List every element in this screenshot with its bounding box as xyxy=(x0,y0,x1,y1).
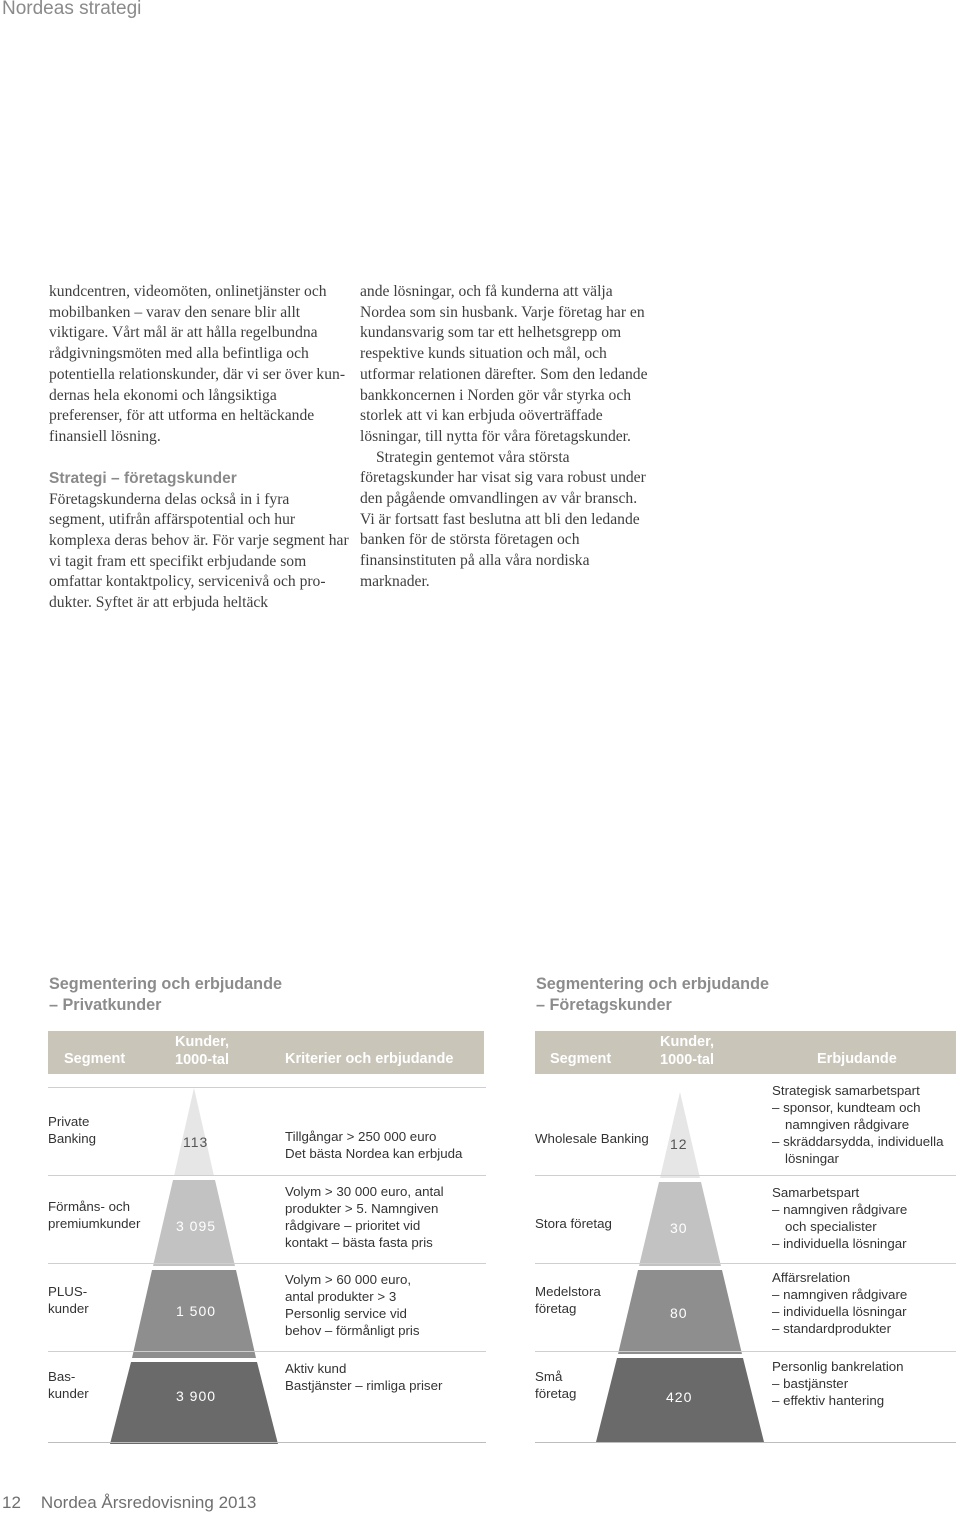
header-segment: Segment xyxy=(550,1051,612,1067)
header-customers: Kunder, 1000-tal xyxy=(175,1034,230,1068)
private-table-header xyxy=(48,1031,484,1074)
body-paragraph: kundcentren, videomöten, onlinetjänster och mobilbanken – varav den senare blir allt viktigare. Vårt mål är att hålla regelbundna rådgivningsmöten med alla befintliga och potentiella relationskunder, där vi ser över kundernas hela ekonomi och långsiktiga preferenser, för att utforma en heltäckande finansiell lösning. xyxy=(49,283,346,445)
corporate-segment-2: Stora företag xyxy=(535,1216,612,1231)
row-divider xyxy=(535,1175,956,1176)
page-footer xyxy=(2,1493,256,1513)
pyramid-tier-1 xyxy=(660,1092,700,1178)
corporate-customers-2: 30 xyxy=(670,1220,688,1236)
pyramid-tier-1 xyxy=(174,1088,214,1176)
private-criteria-4: Aktiv kund Bastjänster – rimliga priser xyxy=(285,1361,443,1393)
header-criteria: Kriterier och erbjudande xyxy=(285,1051,454,1067)
corporate-segment-4: Små företag xyxy=(535,1369,577,1401)
row-divider xyxy=(48,1351,486,1352)
corporate-table-title: Segmentering och erbjudande – Företagskunder xyxy=(536,975,769,1014)
body-column-right xyxy=(360,282,652,593)
section-heading: Strategi – företagskunder xyxy=(49,469,237,487)
private-segment-3: PLUS- kunder xyxy=(48,1284,89,1316)
corporate-segment-1: Wholesale Banking xyxy=(535,1131,649,1146)
corporate-segment-3: Medelstora företag xyxy=(535,1284,601,1316)
private-criteria-1: Tillgångar > 250 000 euro Det bästa Nordea kan erbjuda xyxy=(285,1129,463,1161)
table-bottom-rule xyxy=(535,1442,956,1443)
private-criteria-2: Volym > 30 000 euro, antal produkter > 5. Namngiven rådgivare – prioritet vid kontakt – bästa fasta pris xyxy=(285,1184,444,1250)
private-table-title: Segmentering och erbjudande – Privatkunder xyxy=(49,975,282,1014)
body-paragraph: Företagskunderna delas också in i fyra segment, utifrån affärspotential och hur komplexa deras behov är. För varje segment har vi tagit fram ett specifikt erbjudande som omfattar kontaktpolicy, servicenivå och produkter. Syftet är att erbjuda heltäck xyxy=(49,490,349,612)
row-divider xyxy=(535,1263,956,1264)
corporate-customers-4: 420 xyxy=(666,1389,693,1405)
body-column-left xyxy=(49,282,349,614)
row-divider xyxy=(48,1175,486,1176)
private-customers-4: 3 900 xyxy=(176,1388,217,1404)
corporate-customers-1: 12 xyxy=(670,1136,688,1152)
private-segment-1: Private Banking xyxy=(48,1114,97,1146)
page-header-title: Nordeas strategi xyxy=(2,0,142,19)
private-customers-3: 1 500 xyxy=(176,1303,217,1319)
private-criteria-3: Volym > 60 000 euro, antal produkter > 3 Personlig service vid behov – förmånligt pris xyxy=(285,1272,420,1338)
corporate-offering-1: Strategisk samarbetspart – sponsor, kundteam och namngiven rådgivare – skräddarsydda, individuella lösningar xyxy=(772,1083,944,1166)
publication-title: Nordea Årsredovisning 2013 xyxy=(40,1493,257,1512)
corporate-offering-2: Samarbetspart – namngiven rådgivare och specialister – individuella lösningar xyxy=(772,1185,908,1251)
row-divider xyxy=(48,1087,486,1088)
header-customers: Kunder, 1000-tal xyxy=(660,1034,715,1068)
row-divider xyxy=(48,1263,486,1264)
row-divider xyxy=(535,1351,956,1352)
body-paragraph: Strategin gentemot våra största företagskunder har visat sig vara robust under den pågående omvandlingen av vår bransch. Vi är fortsatt fast beslutna att bli den ledande banken för de största företagen och finansinstituten på alla våra nordiska marknader. xyxy=(360,448,646,590)
private-segment-2: Förmåns- och premiumkunder xyxy=(48,1199,141,1231)
private-customers-2: 3 095 xyxy=(176,1218,217,1234)
table-bottom-rule xyxy=(48,1442,486,1443)
header-offering: Erbjudande xyxy=(817,1051,897,1067)
body-paragraph: ande lösningar, och få kunderna att välja Nordea som sin husbank. Varje företag har en kundansvarig som tar ett helhetsgrepp om respektive kunds situation och mål, och utformar relationen därefter. Som den ledande bankkoncernen i Norden gör vår styrka och storlek att vi kan erbjuda oöverträffade lösningar, till nytta för våra företagskunder. xyxy=(360,283,648,445)
header-segment: Segment xyxy=(64,1051,126,1067)
corporate-table-header xyxy=(535,1031,956,1074)
corporate-customers-3: 80 xyxy=(670,1305,688,1321)
corporate-offering-3: Affärsrelation – namngiven rådgivare – individuella lösningar – standardprodukter xyxy=(772,1270,908,1336)
corporate-offering-4: Personlig bankrelation – bastjänster – effektiv hantering xyxy=(772,1359,904,1408)
page-number: 12 xyxy=(2,1493,21,1512)
private-segment-4: Bas- kunder xyxy=(48,1369,89,1401)
private-customers-1: 113 xyxy=(183,1134,209,1150)
